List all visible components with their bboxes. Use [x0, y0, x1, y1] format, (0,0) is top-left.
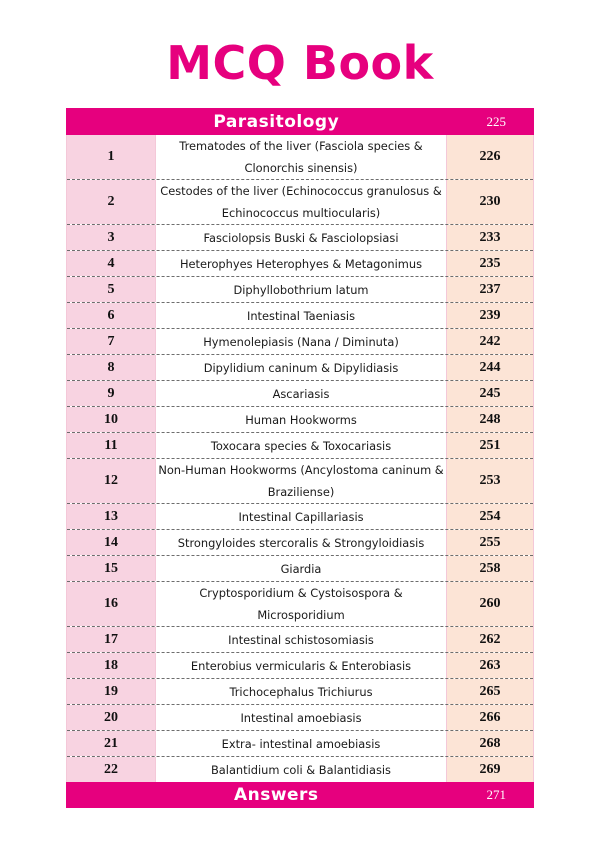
- row-page: 251: [447, 433, 533, 458]
- row-page: 248: [447, 407, 533, 432]
- row-page: 242: [447, 329, 533, 354]
- table-row: [67, 530, 533, 556]
- book-title: MCQ Book: [166, 36, 434, 90]
- table-row: [67, 582, 533, 627]
- answers-page: 271: [486, 787, 506, 802]
- row-topic: Extra- intestinal amoebiasis: [155, 731, 447, 756]
- row-topic: Giardia: [155, 556, 447, 581]
- row-page: 263: [447, 653, 533, 678]
- row-topic: Intestinal Taeniasis: [155, 303, 447, 328]
- row-number: 13: [67, 504, 155, 529]
- row-topic: Non-Human Hookworms (Ancylostoma caninum & Braziliense): [155, 459, 447, 503]
- section-title: Parasitology: [213, 111, 340, 132]
- row-number: 10: [67, 407, 155, 432]
- table-row: [67, 180, 533, 225]
- table-row: [67, 556, 533, 582]
- row-page: 269: [447, 757, 533, 782]
- table-row: [67, 225, 533, 251]
- table-row: [67, 381, 533, 407]
- row-number: 18: [67, 653, 155, 678]
- row-number: 7: [67, 329, 155, 354]
- row-topic: Cestodes of the liver (Echinococcus granulosus & Echinococcus multiocularis): [155, 180, 447, 224]
- row-page: 258: [447, 556, 533, 581]
- row-number: 16: [67, 582, 155, 626]
- section-page: 225: [486, 113, 506, 129]
- row-page: 245: [447, 381, 533, 406]
- row-number: 21: [67, 731, 155, 756]
- table-row: [67, 653, 533, 679]
- table-row: [67, 627, 533, 653]
- row-page: 255: [447, 530, 533, 555]
- row-page: 253: [447, 459, 533, 503]
- row-page: 237: [447, 277, 533, 302]
- table-row: [67, 757, 533, 782]
- row-topic: Fasciolopsis Buski & Fasciolopsiasi: [155, 225, 447, 250]
- table-row: [67, 679, 533, 705]
- row-page: 235: [447, 251, 533, 276]
- row-number: 11: [67, 433, 155, 458]
- row-page: 244: [447, 355, 533, 380]
- row-topic: Hymenolepiasis (Nana / Diminuta): [155, 329, 447, 354]
- table-row: [67, 277, 533, 303]
- row-number: 22: [67, 757, 155, 782]
- row-number: 9: [67, 381, 155, 406]
- table-row: [67, 731, 533, 757]
- row-page: 226: [447, 135, 533, 179]
- row-topic: Human Hookworms: [155, 407, 447, 432]
- row-page: 265: [447, 679, 533, 704]
- table-row: [67, 705, 533, 731]
- row-number: 20: [67, 705, 155, 730]
- row-number: 6: [67, 303, 155, 328]
- row-number: 3: [67, 225, 155, 250]
- row-topic: Dipylidium caninum & Dipylidiasis: [155, 355, 447, 380]
- table-row: [67, 135, 533, 180]
- row-topic: Ascariasis: [155, 381, 447, 406]
- row-page: 266: [447, 705, 533, 730]
- row-page: 268: [447, 731, 533, 756]
- row-number: 19: [67, 679, 155, 704]
- row-number: 12: [67, 459, 155, 503]
- row-number: 15: [67, 556, 155, 581]
- row-page: 254: [447, 504, 533, 529]
- row-number: 17: [67, 627, 155, 652]
- row-number: 8: [67, 355, 155, 380]
- table-of-contents: [66, 108, 534, 808]
- table-row: [67, 433, 533, 459]
- row-topic: Diphyllobothrium latum: [155, 277, 447, 302]
- row-topic: Trichocephalus Trichiurus: [155, 679, 447, 704]
- answers-bar: [66, 782, 534, 808]
- row-topic: Strongyloides stercoralis & Strongyloidiasis: [155, 530, 447, 555]
- table-row: [67, 355, 533, 381]
- row-number: 1: [67, 135, 155, 179]
- table-row: [67, 504, 533, 530]
- section-header-bar: [66, 108, 534, 135]
- answers-title: Answers: [233, 785, 319, 805]
- row-page: 239: [447, 303, 533, 328]
- row-number: 5: [67, 277, 155, 302]
- table-row: [67, 303, 533, 329]
- row-page: 260: [447, 582, 533, 626]
- table-row: [67, 407, 533, 433]
- row-page: 233: [447, 225, 533, 250]
- row-topic: Toxocara species & Toxocariasis: [155, 433, 447, 458]
- toc-rows: [66, 135, 534, 782]
- row-number: 2: [67, 180, 155, 224]
- table-row: [67, 459, 533, 504]
- row-number: 14: [67, 530, 155, 555]
- row-topic: Intestinal schistosomiasis: [155, 627, 447, 652]
- row-topic: Enterobius vermicularis & Enterobiasis: [155, 653, 447, 678]
- row-page: 262: [447, 627, 533, 652]
- row-topic: Intestinal amoebiasis: [155, 705, 447, 730]
- row-topic: Balantidium coli & Balantidiasis: [155, 757, 447, 782]
- row-topic: Heterophyes Heterophyes & Metagonimus: [155, 251, 447, 276]
- row-topic: Cryptosporidium & Cystoisospora & Microsporidium: [155, 582, 447, 626]
- row-page: 230: [447, 180, 533, 224]
- table-row: [67, 251, 533, 277]
- table-row: [67, 329, 533, 355]
- row-number: 4: [67, 251, 155, 276]
- row-topic: Intestinal Capillariasis: [155, 504, 447, 529]
- row-topic: Trematodes of the liver (Fasciola species & Clonorchis sinensis): [155, 135, 447, 179]
